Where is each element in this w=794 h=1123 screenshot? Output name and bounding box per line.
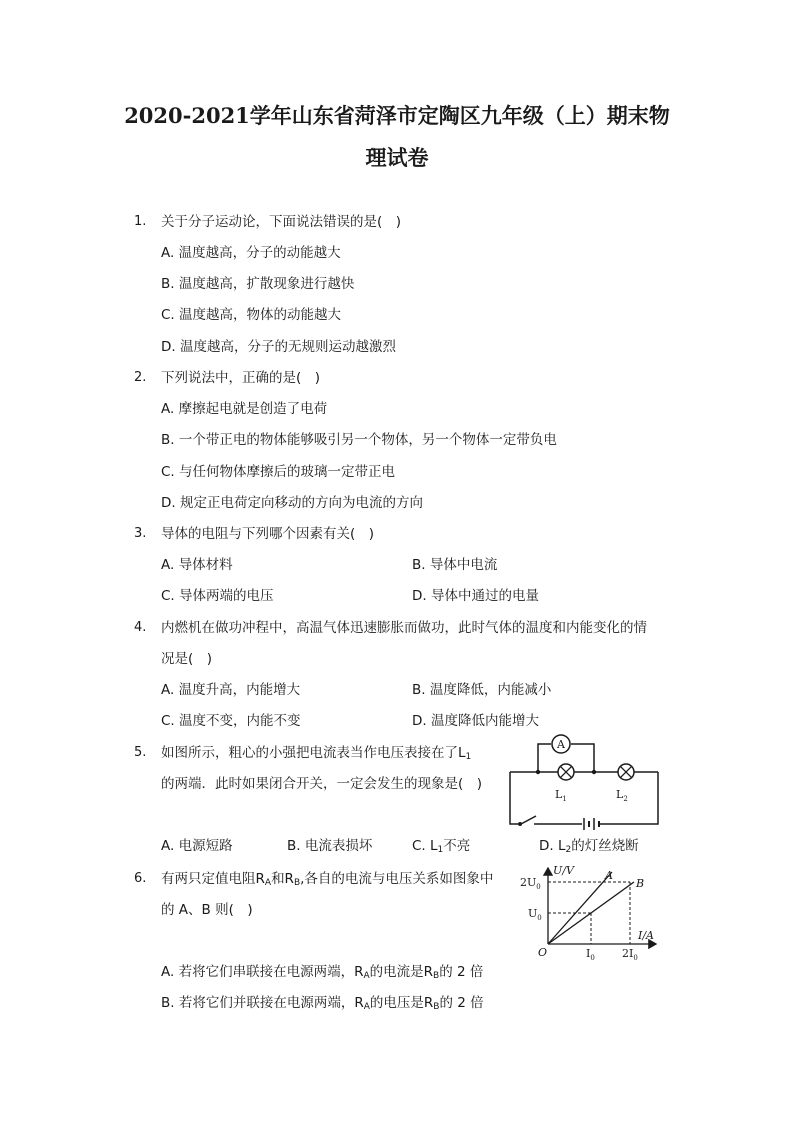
x-tick-2i0: $2I_0$ [622,947,638,962]
question-1-stem: 关于分子运动论，下面说法错误的是( ) [161,214,402,230]
question-3-option-b: B. 导体中电流 [412,557,498,573]
page-title-line-1: 2020-2021学年山东省菏泽市定陶区九年级（上）期末物 [124,103,670,128]
x-axis-label: I/A [638,929,654,942]
lamp-l1-symbol [558,764,574,780]
question-4-option-c: C. 温度不变，内能不变 [161,713,301,729]
page-title-line-2: 理试卷 [365,145,429,170]
question-4-option-a: A. 温度升高，内能增大 [161,682,301,698]
question-1-option-b: B. 温度越高，扩散现象进行越快 [161,276,355,292]
x-tick-i0: $I_0$ [586,947,595,962]
question-4-option-d: D. 温度降低内能增大 [412,713,539,729]
question-6-option-a: A. 若将它们串联接在电源两端，$R_A$的电流是$R_B$的 2 倍 [161,964,484,981]
circuit-diagram [500,732,665,835]
lamp-l1-label: $L_1$ [555,788,567,803]
line-b-label: B [636,877,645,890]
question-3-option-a: A. 导体材料 [161,557,233,573]
question-5-option-c: C. $L_1$不亮 [412,838,471,855]
origin-label: O [538,946,548,959]
question-6-number: 6. [134,871,147,886]
question-3-stem: 导体的电阻与下列哪个因素有关( ) [161,526,375,542]
question-6-stem-line-1: 有两只定值电阻$R_A$和$R_B$,各自的电流与电压关系如图象中 [161,871,494,888]
question-1-option-c: C. 温度越高，物体的动能越大 [161,307,342,323]
lamp-l2-symbol [618,764,634,780]
question-1-option-a: A. 温度越高，分子的动能越大 [161,245,341,261]
question-5-option-d: D. $L_2$的灯丝烧断 [539,838,639,855]
question-1-number: 1. [134,214,147,229]
question-5-stem-line-1: 如图所示，粗心的小强把电流表当作电压表接在了$L_1$ [161,745,472,762]
question-4-stem-line-1: 内燃机在做功冲程中，高温气体迅速膨胀而做功，此时气体的温度和内能变化的情 [161,620,647,636]
y-axis-label: U/V [553,864,574,877]
question-4-number: 4. [134,620,147,635]
question-3-option-c: C. 导体两端的电压 [161,588,274,604]
u-i-graph [512,860,662,965]
line-a [548,872,612,944]
y-tick-2u0: $2U_0$ [520,876,541,891]
question-2-number: 2. [134,370,147,385]
question-4-option-b: B. 温度降低，内能减小 [412,682,552,698]
question-2-option-d: D. 规定正电荷定向移动的方向为电流的方向 [161,495,423,511]
question-5-number: 5. [134,745,147,760]
question-2-option-c: C. 与任何物体摩擦后的玻璃一定带正电 [161,464,396,480]
line-a-label: A [605,869,613,882]
question-2-option-b: B. 一个带正电的物体能够吸引另一个物体，另一个物体一定带负电 [161,432,557,448]
question-4-stem-line-2: 况是( ) [161,651,213,667]
question-2-stem: 下列说法中，正确的是( ) [161,370,321,386]
y-tick-u0: $U_0$ [528,907,542,922]
lamp-l2-label: $L_2$ [616,788,628,803]
question-5-option-b: B. 电流表损坏 [287,838,373,854]
question-5-stem-line-2: 的两端．此时如果闭合开关，一定会发生的现象是( ) [161,776,483,792]
question-6-stem-line-2: 的 A、B 则( ) [161,902,253,918]
question-1-option-d: D. 温度越高，分子的无规则运动越激烈 [161,339,396,355]
svg-text:A: A [557,738,565,751]
question-5-option-a: A. 电源短路 [161,838,233,854]
question-3-option-d: D. 导体中通过的电量 [412,588,539,604]
question-2-option-a: A. 摩擦起电就是创造了电荷 [161,401,328,417]
question-3-number: 3. [134,526,147,541]
question-6-option-b: B. 若将它们并联接在电源两端，$R_A$的电压是$R_B$的 2 倍 [161,995,484,1012]
ammeter-symbol [552,735,570,753]
